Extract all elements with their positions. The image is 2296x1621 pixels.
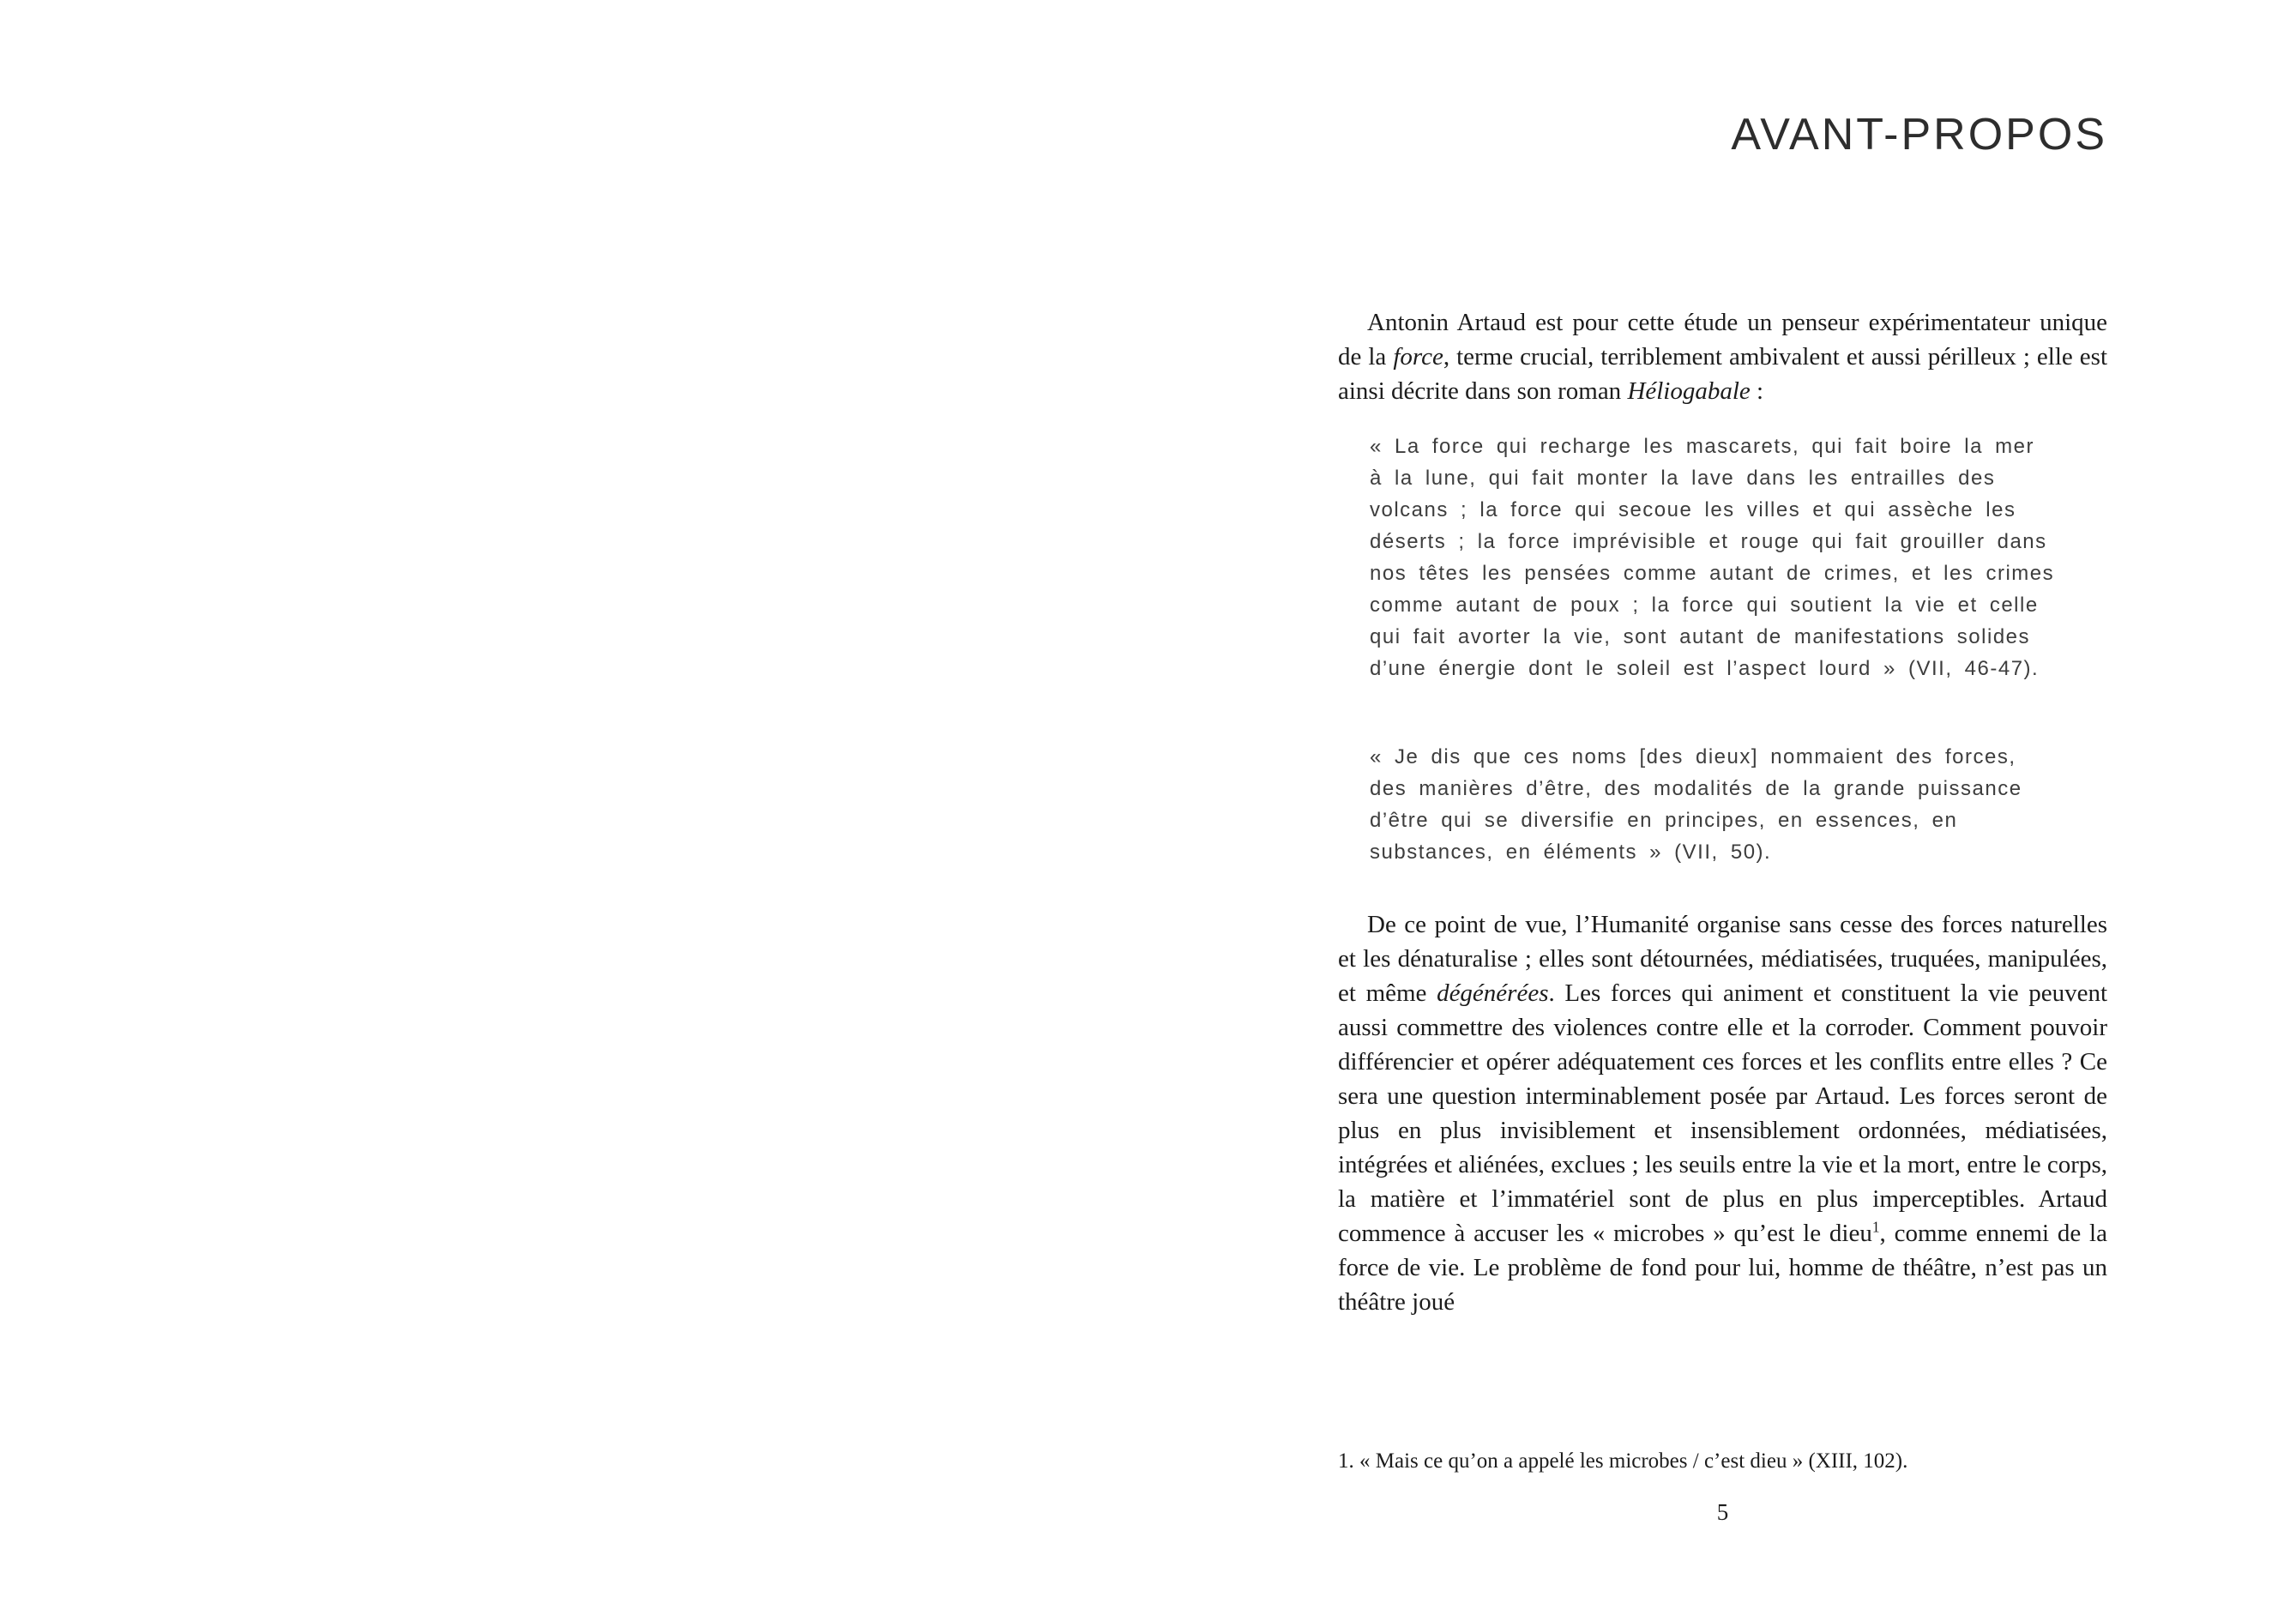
blockquote-heliogabale-forces: « La force qui recharge les mascarets, qui fait boire la mer à la lune, qui fait monter la lave dans les entrailles des volcans ; la force qui secoue les villes et qui assèche les déserts ; la force imprévisible et rouge qui fait grouiller dans nos têtes les pensées comme autant de crimes, et les crimes comme autant de poux ; la force qui soutient la vie et celle qui fait avorter la vie, sont autant de manifestations solides d’une énergie dont le soleil est l’aspect lourd » (VII, 46-47). (1370, 435, 2055, 680)
paragraph-intro: Antonin Artaud est pour cette étude un penseur expérimentateur unique de la force, terme crucial, terriblement ambivalent et aussi périlleux ; elle est ainsi décrite dans son roman Héliogabale : (1338, 309, 2107, 405)
text-column (1338, 0, 2107, 1621)
footnote-microbes: 1. « Mais ce qu’on a appelé les microbes / c’est dieu » (XIII, 102). (1338, 1449, 1908, 1473)
chapter-title: AVANT-PROPOS (1731, 110, 2107, 160)
page-number: 5 (1716, 1499, 1729, 1525)
blockquote-noms-des-dieux: « Je dis que ces noms [des dieux] nommaient des forces, des manières d’être, des modalités de la grande puissance d’être qui se diversifie en principes, en essences, en substances, en éléments » (VII, 50). (1370, 745, 2022, 864)
paragraph-humanite-forces: De ce point de vue, l’Humanité organise sans cesse des forces naturelles et les dénaturalise ; elles sont détournées, médiatisées, truquées, manipulées, et même dégénérées. Les forces qui animent et constituent la vie peuvent aussi commettre des violences contre elle et la corroder. Comment pouvoir différencier et opérer adéquatement ces forces et les conflits entre elles ? Ce sera une question interminablement posée par Artaud. Les forces seront de plus en plus invisiblement et insensiblement ordonnées, médiatisées, intégrées et aliénées, exclues ; les seuils entre la vie et la mort, entre le corps, la matière et l’immatériel sont de plus en plus imperceptibles. Artaud commence à accuser les « microbes » qu’est le dieu$^1$, comme ennemi de la force de vie. Le problème de fond pour lui, homme de théâtre, n’est pas un théâtre joué (1338, 911, 2107, 1316)
